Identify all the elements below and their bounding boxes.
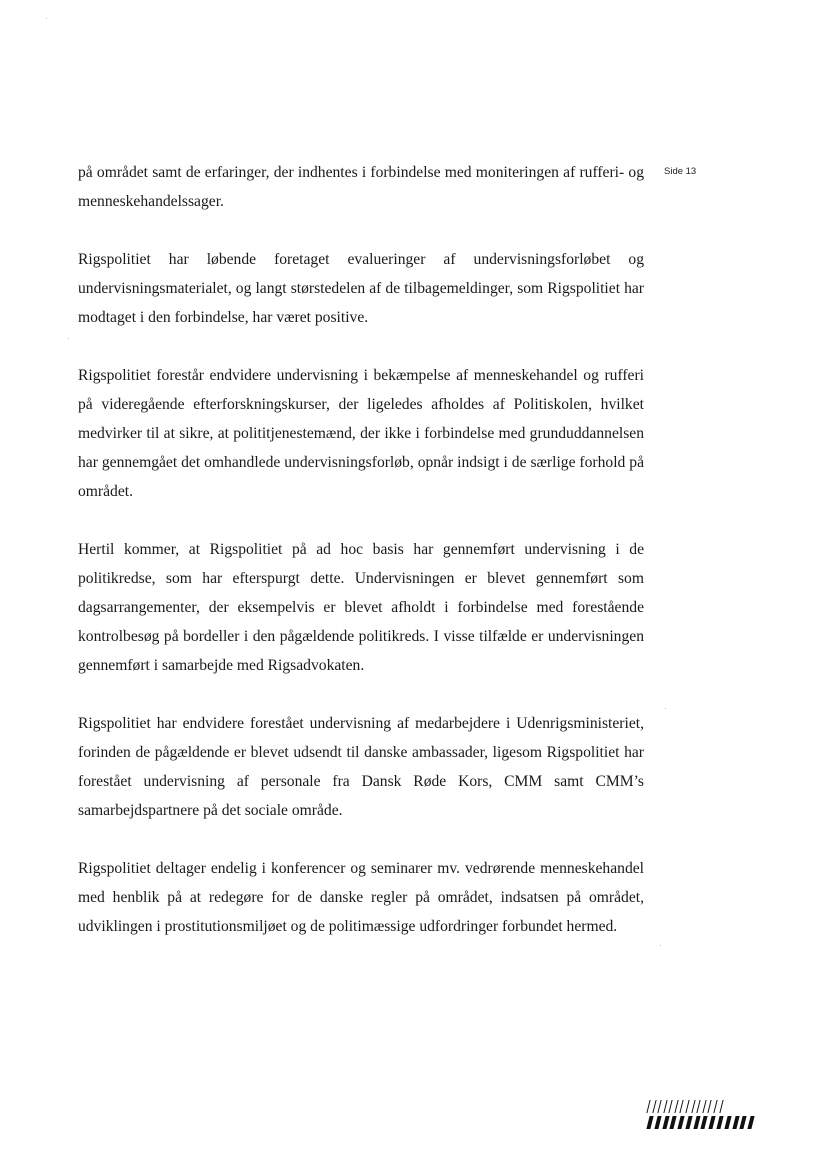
barcode-row-bottom — [648, 1116, 788, 1129]
barcode-bar — [719, 1100, 724, 1113]
barcode-bar — [652, 1100, 657, 1113]
barcode-bar — [680, 1100, 685, 1113]
page-number-label: Side 13 — [664, 166, 697, 177]
barcode-bar — [685, 1116, 692, 1129]
barcode-bar — [658, 1100, 663, 1113]
barcode-bar — [691, 1100, 696, 1113]
barcode-bar — [674, 1100, 679, 1113]
barcode-row-top — [648, 1100, 788, 1113]
barcode-bar — [740, 1116, 747, 1129]
barcode-bar — [654, 1116, 661, 1129]
barcode-bar — [716, 1116, 723, 1129]
paragraph-4: Hertil kommer, at Rigspolitiet på ad hoc basis har gennemført undervisning i de politikredse, som har efterspurgt dette. Undervisningen er blevet gennemført som dagsarrangementer, der eksempelvis er blevet afholdt i forbindelse med forestående kontrolbesøg på bordeller i den pågældende politikreds. I visse tilfælde er undervisningen gennemført i samarbejde med Rigsadvokaten. — [78, 541, 644, 674]
barcode-bar — [662, 1116, 669, 1129]
barcode-bar — [708, 1100, 713, 1113]
barcode-bar — [663, 1100, 668, 1113]
barcode-bar — [646, 1116, 653, 1129]
scan-speck — [68, 338, 69, 339]
barcode-bar — [697, 1100, 702, 1113]
paragraph-3: Rigspolitiet forestår endvidere undervisning i bekæmpelse af menneskehandel og rufferi på videregående efterforskningskurser, der ligeledes afholdes af Politiskolen, hvilket medvirker til at sikre, at polititjenestemænd, der ikke i forbindelse med grunduddannelsen har gennemgået det omhandlede undervisningsforløb, opnår indsigt i de særlige forhold på området. — [78, 367, 644, 500]
document-body — [78, 158, 644, 941]
barcode-bar — [748, 1116, 755, 1129]
barcode-bar — [701, 1116, 708, 1129]
paragraph-6: Rigspolitiet deltager endelig i konferencer og seminarer mv. vedrørende menneskehandel med henblik på at redegøre for de danske regler på området, indsatsen på området, udviklingen i prostitutionsmiljøet og de politimæssige udfordringer forbundet hermed. — [78, 860, 644, 935]
barcode-bar — [713, 1100, 718, 1113]
barcode-bar — [678, 1116, 685, 1129]
barcode-mark — [648, 1100, 788, 1132]
barcode-bar — [702, 1100, 707, 1113]
barcode-bar — [693, 1116, 700, 1129]
scan-speck — [660, 945, 661, 946]
barcode-bar — [724, 1116, 731, 1129]
scan-speck — [665, 708, 666, 709]
barcode-bar — [709, 1116, 716, 1129]
scan-speck — [46, 18, 47, 19]
barcode-bar — [646, 1100, 651, 1113]
paragraph-1: på området samt de erfaringer, der indhentes i forbindelse med moniteringen af rufferi- og menneskehandelssager. — [78, 164, 644, 210]
barcode-bar — [670, 1116, 677, 1129]
barcode-bar — [685, 1100, 690, 1113]
barcode-bar — [732, 1116, 739, 1129]
paragraph-5: Rigspolitiet har endvidere forestået undervisning af medarbejdere i Udenrigsministeriet, forinden de pågældende er blevet udsendt til danske ambassader, ligesom Rigspolitiet har forestået undervisning af personale fra Dansk Røde Kors, CMM samt CMM’s samarbejdspartnere på det sociale område. — [78, 715, 644, 819]
paragraph-2: Rigspolitiet har løbende foretaget evalueringer af undervisningsforløbet og undervisningsmaterialet, og langt størstedelen af de tilbagemeldinger, som Rigspolitiet har modtaget i den forbindelse, har været positive. — [78, 251, 644, 326]
barcode-bar — [669, 1100, 674, 1113]
